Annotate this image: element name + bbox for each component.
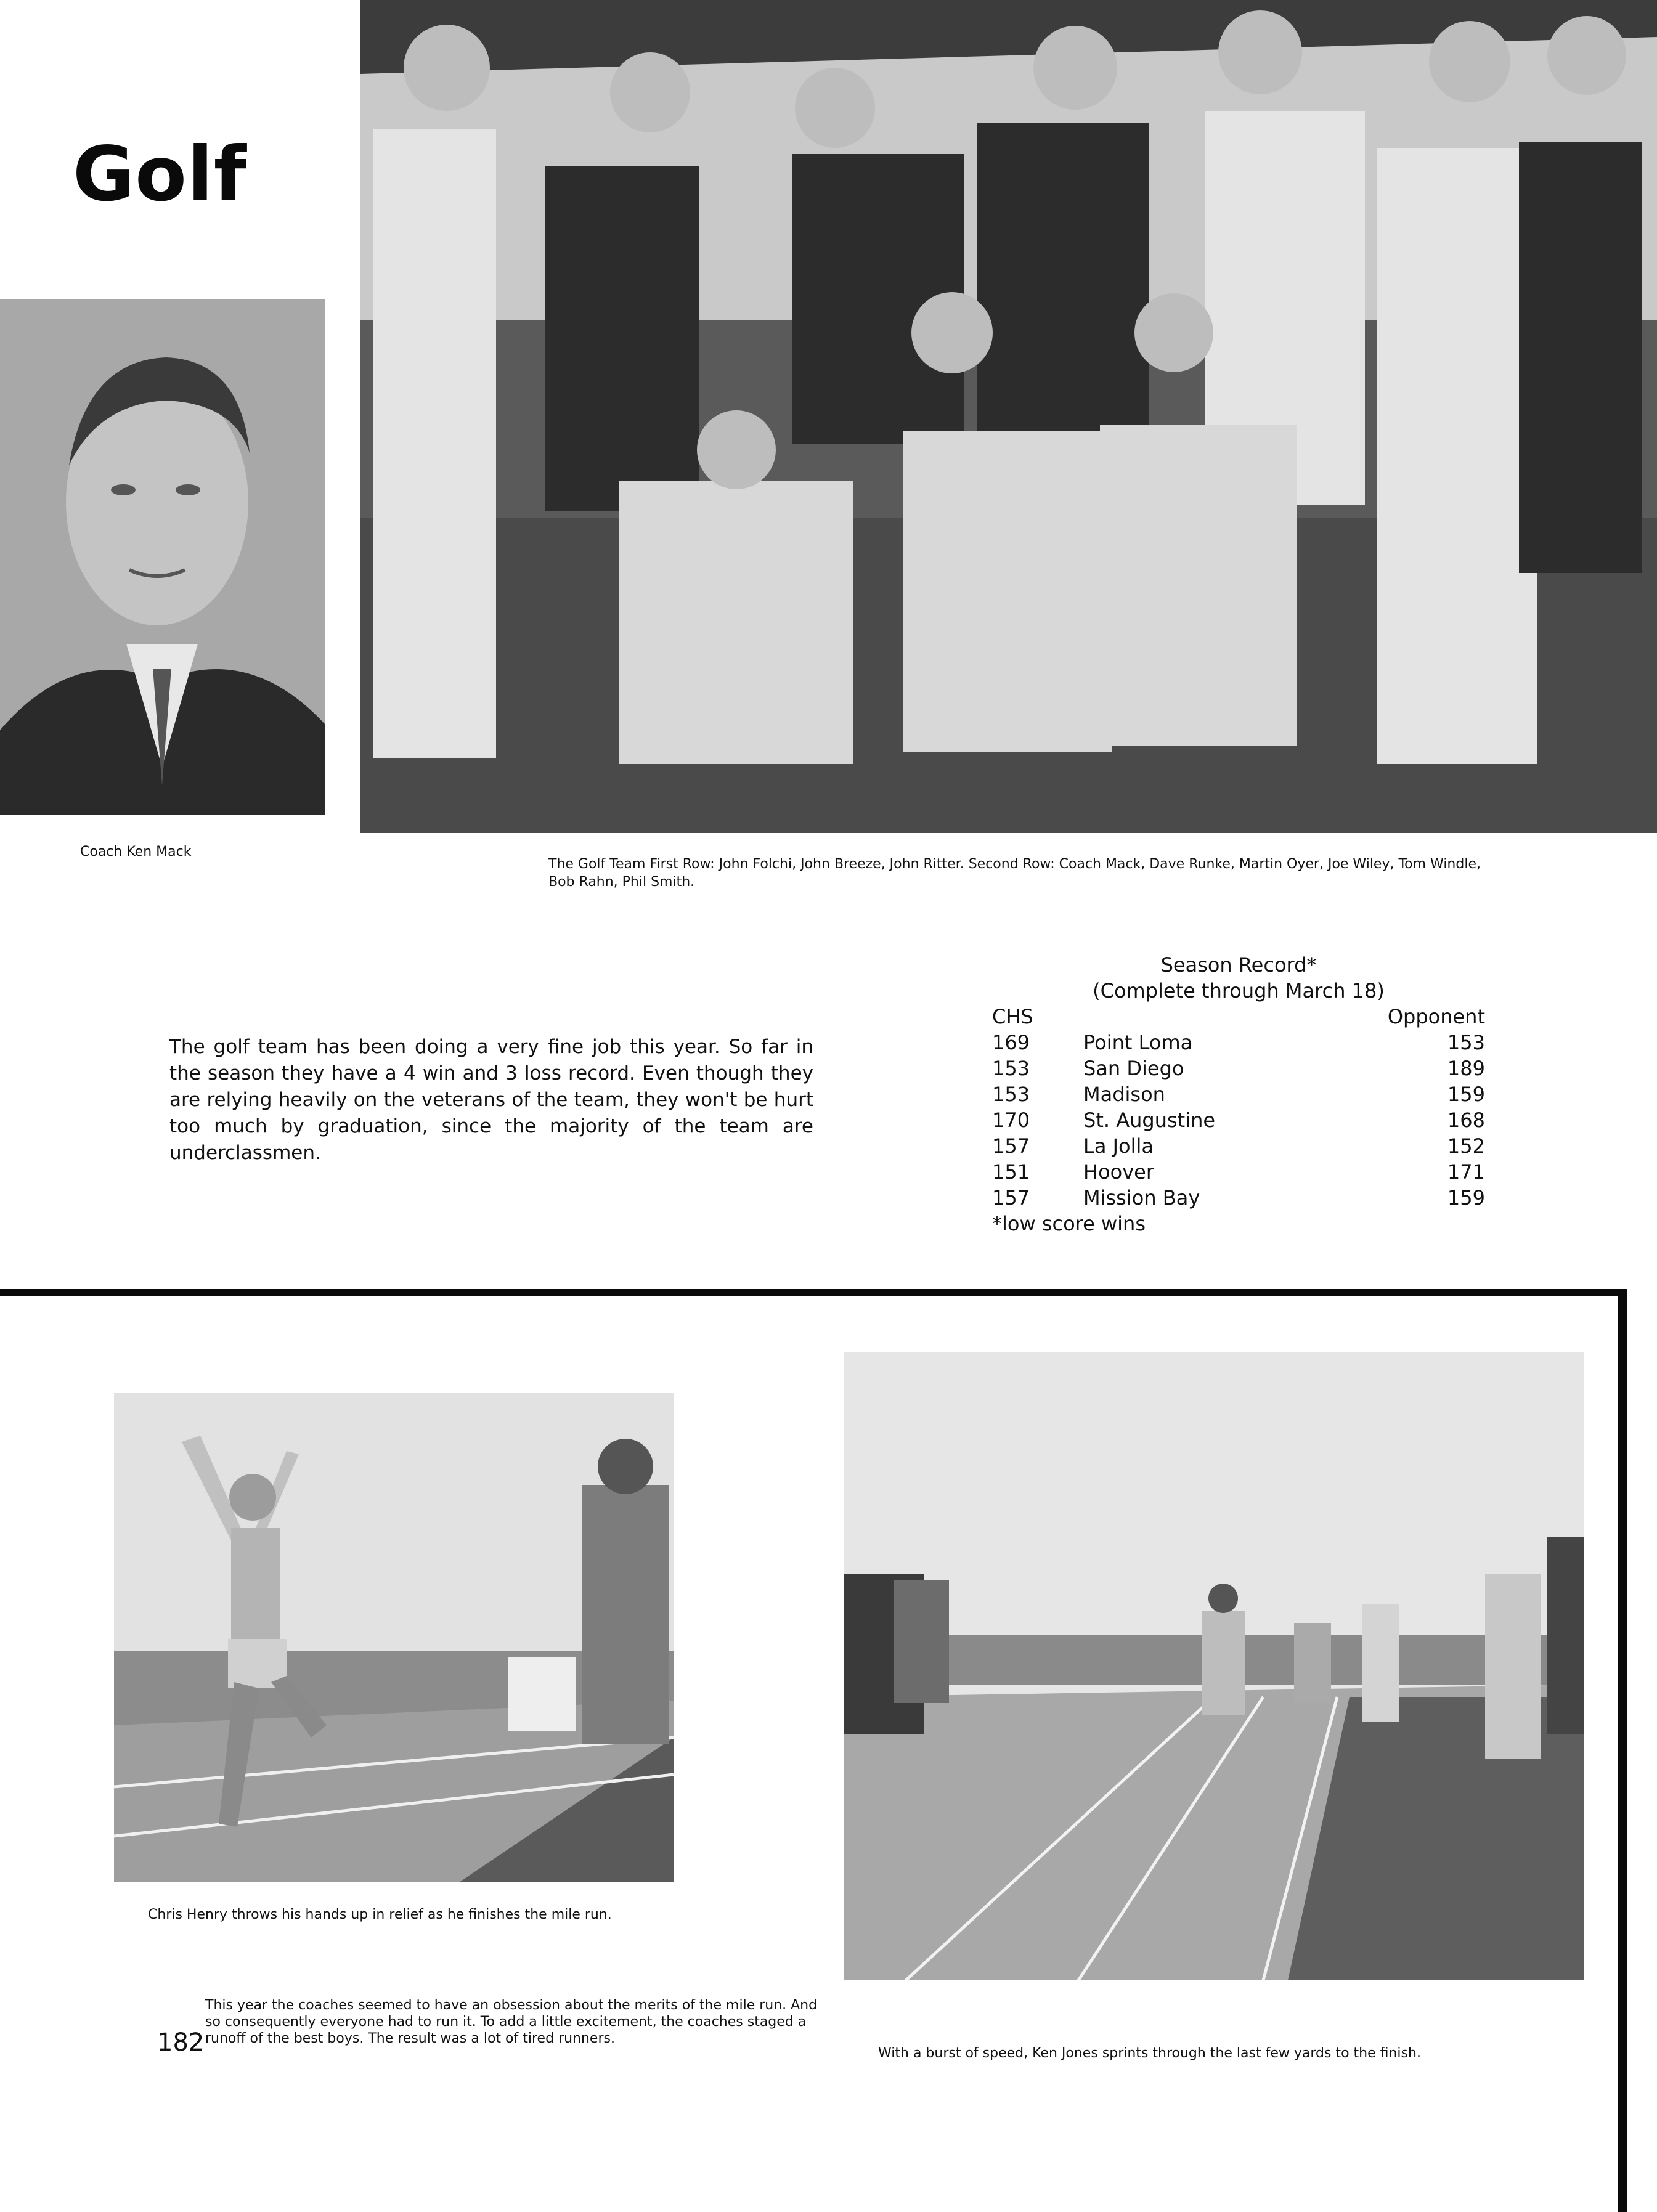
track-photo: [844, 1352, 1584, 1980]
record-opponent-name: St. Augustine: [1083, 1108, 1216, 1132]
record-opponent-score: 171: [1447, 1160, 1485, 1184]
record-chs-score: 157: [992, 1134, 1030, 1158]
runoff-paragraph: This year the coaches seemed to have an obsession about the merits of the mile run. And so consequently everyone had to run it. To add a little excitement, the coaches staged a runoff of the best boys. The result was a lot of tired runners.: [205, 1998, 818, 2046]
season-record: [992, 952, 1485, 1237]
coach-caption: Coach Ken Mack: [80, 844, 192, 860]
record-row: [992, 1159, 1485, 1185]
record-chs-score: 151: [992, 1160, 1030, 1184]
record-opponent-name: Hoover: [1083, 1160, 1154, 1184]
record-opponent-score: 159: [1447, 1186, 1485, 1210]
record-opponent-name: San Diego: [1083, 1057, 1184, 1080]
record-chs-score: 157: [992, 1186, 1030, 1210]
record-opponent-score: 159: [1447, 1083, 1485, 1106]
record-row: [992, 1081, 1485, 1107]
record-chs-score: 169: [992, 1031, 1030, 1054]
record-opponent-name: La Jolla: [1083, 1134, 1154, 1158]
section-divider-right: [1618, 1289, 1627, 2212]
coach-portrait-photo: [0, 299, 325, 815]
record-col-chs: CHS: [992, 1005, 1033, 1028]
record-chs-score: 153: [992, 1083, 1030, 1106]
record-opponent-score: 153: [1447, 1031, 1485, 1054]
record-header-row: [992, 1004, 1485, 1030]
page-number: 182: [157, 2028, 205, 2057]
record-row: [992, 1030, 1485, 1055]
golf-summary-paragraph: The golf team has been doing a very fine job this year. So far in the season they have a 4 win and 3 loss record. Even though they are relying heavily on the veterans of the team, they won't be hurt too much by graduation, since the majority of the team are underclassmen.: [169, 1036, 813, 1164]
runner-photo: [114, 1393, 674, 1882]
record-row: [992, 1107, 1485, 1133]
record-title: Season Record*: [1160, 953, 1317, 977]
record-opponent-score: 152: [1447, 1134, 1485, 1158]
team-caption: The Golf Team First Row: John Folchi, John Breeze, John Ritter. Second Row: Coach Mack, Dave Runke, Martin Oyer, Joe Wiley, Tom Windle, Bob Rahn, Phil Smith.: [548, 856, 1481, 890]
record-row: [992, 1133, 1485, 1159]
record-chs-score: 170: [992, 1108, 1030, 1132]
runner-caption: Chris Henry throws his hands up in relief as he finishes the mile run.: [148, 1907, 612, 1922]
record-subtitle: (Complete through March 18): [1093, 979, 1385, 1002]
record-chs-score: 153: [992, 1057, 1030, 1080]
record-col-opponent: Opponent: [1387, 1005, 1485, 1028]
record-row: [992, 1055, 1485, 1081]
section-divider-top: [0, 1289, 1627, 1296]
record-opponent-name: Mission Bay: [1083, 1186, 1200, 1210]
team-photo: [360, 0, 1657, 833]
record-opponent-name: Point Loma: [1083, 1031, 1193, 1054]
record-opponent-score: 168: [1447, 1108, 1485, 1132]
page-title: Golf: [73, 131, 247, 218]
record-opponent-name: Madison: [1083, 1083, 1165, 1106]
record-footnote: *low score wins: [992, 1212, 1146, 1235]
record-row: [992, 1185, 1485, 1211]
track-caption: With a burst of speed, Ken Jones sprints through the last few yards to the finish.: [878, 2046, 1421, 2061]
record-opponent-score: 189: [1447, 1057, 1485, 1080]
